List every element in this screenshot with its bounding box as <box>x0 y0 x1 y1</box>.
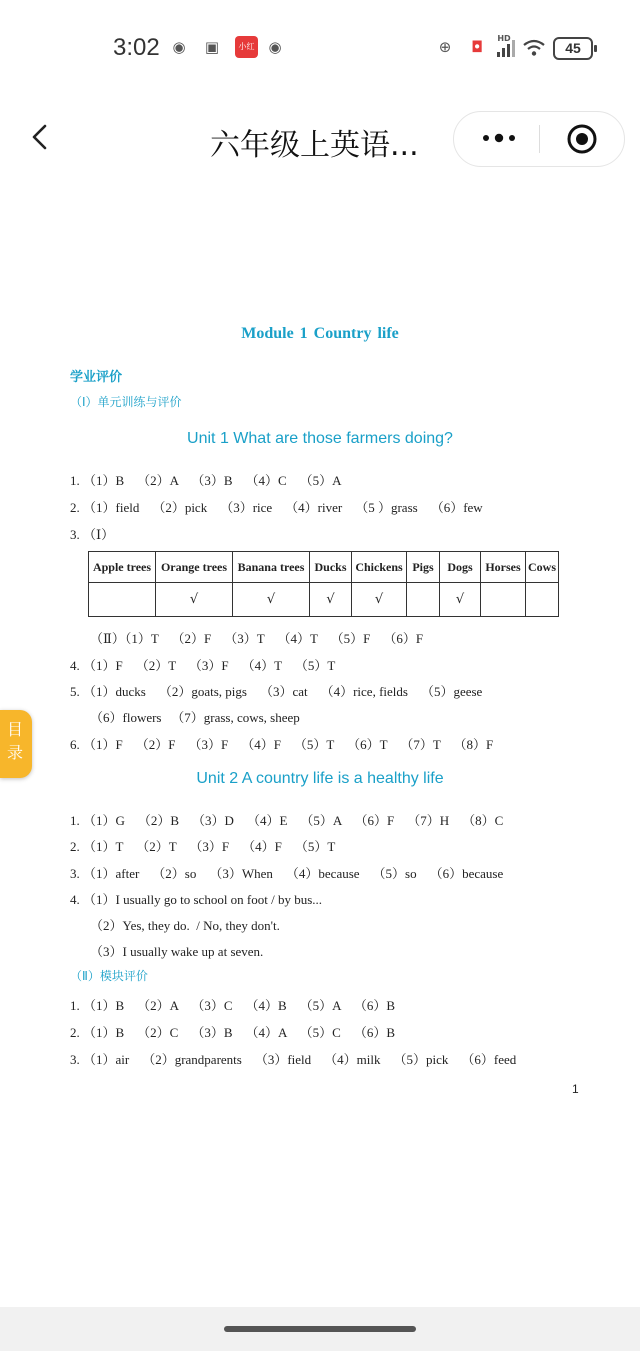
answer-line: 2. （1）B （2）C （3）B （4）A （5）C （6）B <box>70 1025 396 1040</box>
table-header: Dogs <box>440 552 481 583</box>
answer-line: 3. （Ⅰ） <box>70 527 115 542</box>
table-header: Apple trees <box>89 552 156 583</box>
section-heading: 学业评价 <box>70 370 123 385</box>
unit-2-title: Unit 2 A country life is a healthy life <box>196 770 444 787</box>
message-icon: ▣ <box>204 38 220 56</box>
table-cell <box>407 583 440 617</box>
status-time: 3:02 <box>113 34 160 61</box>
table-cell <box>89 583 156 617</box>
toc-label: 目录 <box>6 720 23 762</box>
answer-line: 1. （1）G （2）B （3）D （4）E （5）A （6）F （7）H （8）C <box>70 813 504 828</box>
module-title: Module 1 Country life <box>241 325 399 342</box>
table-header: Orange trees <box>156 552 233 583</box>
answer-line: （2）Yes, they do. / No, they don't. <box>90 918 280 933</box>
answer-line: 2. （1）field （2）pick （3）rice （4）river （5 ）grass （6）few <box>70 500 483 515</box>
answer-line: 2. （1）T （2）T （3）F （4）F （5）T <box>70 839 336 854</box>
answer-line: 1. （1）B （2）A （3）C （4）B （5）A （6）B <box>70 998 396 1013</box>
subsection-heading-1: （Ⅰ）单元训练与评价 <box>70 395 182 409</box>
home-indicator[interactable] <box>224 1326 416 1332</box>
unit-1-title: Unit 1 What are those farmers doing? <box>187 430 453 447</box>
table-header: Banana trees <box>233 552 310 583</box>
answer-line: 4. （1）F （2）T （3）F （4）T （5）T <box>70 658 336 673</box>
hd-label: HD <box>497 34 511 43</box>
xiaohongshu-icon: 小红书 <box>235 36 258 58</box>
page-number: 1 <box>572 1082 579 1096</box>
table-cell <box>481 583 526 617</box>
gesture-bar <box>0 1307 640 1351</box>
answer-line: 3. （1）air （2）grandparents （3）field （4）milk （5）pick （6）feed <box>70 1052 517 1067</box>
table-cell: √ <box>156 583 233 617</box>
battery-indicator: 45 <box>553 37 593 60</box>
answer-table <box>88 551 559 617</box>
table-header: Pigs <box>407 552 440 583</box>
answer-line: （3）I usually wake up at seven. <box>90 944 264 959</box>
table-cell: √ <box>352 583 407 617</box>
screen-record-icon: ◘ <box>471 38 483 56</box>
table-header: Chickens <box>352 552 407 583</box>
answer-line: 4. （1）I usually go to school on foot / by bus... <box>70 892 323 907</box>
table-header-row <box>89 552 559 583</box>
answer-line: （Ⅱ）（1）T （2）F （3）T （4）T （5）F （6）F <box>90 631 424 646</box>
table-header: Ducks <box>310 552 352 583</box>
table-cell: √ <box>233 583 310 617</box>
answer-line: 1. （1）B （2）A （3）B （4）C （5）A <box>70 473 342 488</box>
answer-line: 5. （1）ducks （2）goats, pigs （3）cat （4）rice, fields （5）geese <box>70 684 483 699</box>
location-icon: ⊕ <box>438 38 452 56</box>
record-icon-2: ◉ <box>268 38 282 56</box>
answer-line: 6. （1）F （2）F （3）F （4）F （5）T （6）T （7）T （8）F <box>70 737 494 752</box>
answer-line: 3. （1）after （2）so （3）When （4）because （5）so （6）because <box>70 866 504 881</box>
toc-button[interactable] <box>0 710 32 778</box>
table-row <box>89 583 559 617</box>
table-cell <box>526 583 559 617</box>
table-cell: √ <box>440 583 481 617</box>
table-header: Cows <box>526 552 559 583</box>
table-cell: √ <box>310 583 352 617</box>
subsection-heading-2: （Ⅱ）模块评价 <box>70 969 148 983</box>
record-icon: ◉ <box>172 38 186 56</box>
table-header: Horses <box>481 552 526 583</box>
answer-line: （6）flowers （7）grass, cows, sheep <box>90 710 300 725</box>
page-title: 六年级上英语... <box>210 128 419 163</box>
